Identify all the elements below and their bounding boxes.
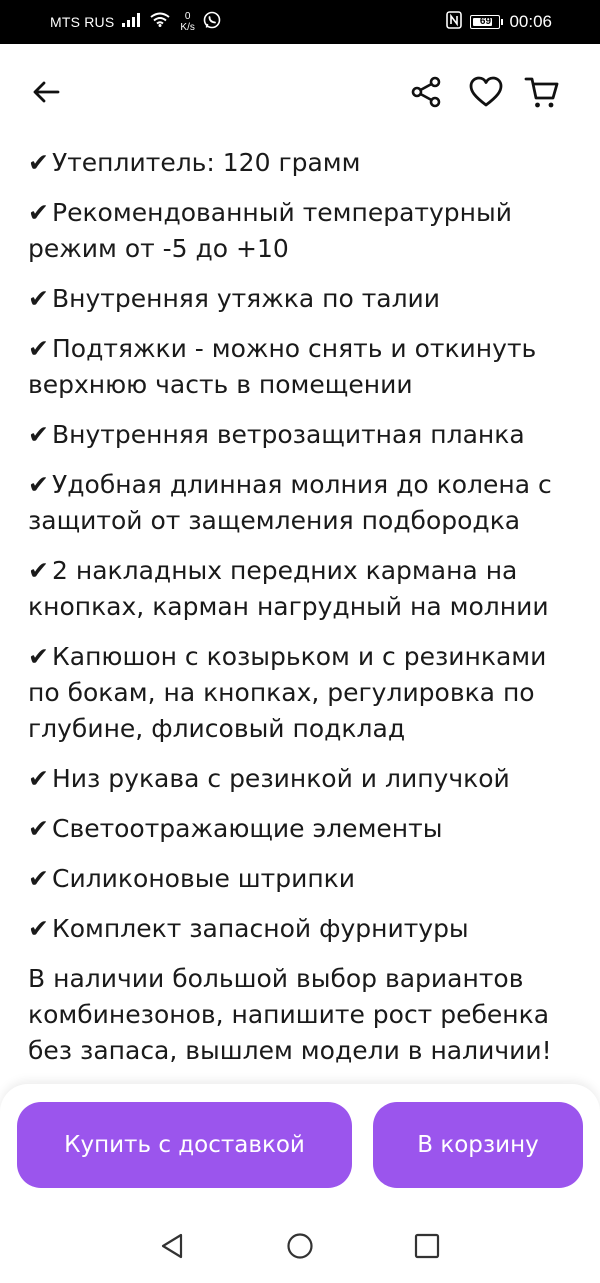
- nav-back-button[interactable]: [154, 1228, 190, 1264]
- description-bullet: [28, 331, 578, 403]
- nav-home-button[interactable]: [282, 1228, 318, 1264]
- check-icon: ✔: [28, 642, 49, 671]
- nfc-icon: [446, 11, 462, 34]
- check-icon: ✔: [28, 420, 49, 449]
- status-right: [446, 0, 552, 44]
- add-to-cart-button[interactable]: В корзину: [373, 1102, 583, 1188]
- check-icon: ✔: [28, 284, 49, 313]
- description-bullet: [28, 195, 578, 267]
- bullet-text: Низ рукава с резинкой и липучкой: [52, 764, 510, 793]
- cart-button[interactable]: [520, 70, 564, 114]
- wifi-icon: [150, 12, 170, 32]
- bullet-text: Внутренняя утяжка по талии: [52, 284, 441, 313]
- whatsapp-icon: [203, 11, 221, 34]
- speed-value: 0: [184, 11, 191, 22]
- status-bar: [0, 0, 600, 44]
- system-nav-bar: [0, 1209, 600, 1283]
- favorite-button[interactable]: [464, 70, 508, 114]
- action-panel: [0, 1084, 600, 1209]
- check-icon: ✔: [28, 864, 49, 893]
- cart-icon: [524, 74, 560, 110]
- bullet-text: Подтяжки - можно снять и откинуть верхнюю часть в помещении: [28, 334, 537, 399]
- description-bullet: [28, 553, 578, 625]
- back-button[interactable]: [24, 70, 68, 114]
- battery-level: 69: [479, 16, 492, 27]
- description-bullet: [28, 639, 578, 747]
- check-icon: ✔: [28, 198, 49, 227]
- description-bullet: [28, 861, 578, 897]
- bullet-text: 2 накладных передних кармана на кнопках, карман нагрудный на молнии: [28, 556, 549, 621]
- check-icon: ✔: [28, 470, 49, 499]
- description-bullet: [28, 761, 578, 797]
- bullet-text: Внутренняя ветрозащитная планка: [52, 420, 525, 449]
- share-icon: [409, 75, 443, 109]
- nav-recent-icon: [414, 1233, 440, 1259]
- description-closing: В наличии большой выбор вариантов комбинезонов, напишите рост ребенка без запаса, вышлем модели в наличии!: [28, 964, 552, 1065]
- signal-icon: [122, 13, 142, 32]
- description-bullet: [28, 467, 578, 539]
- bullet-text: Светоотражающие элементы: [52, 814, 443, 843]
- check-icon: ✔: [28, 334, 49, 363]
- bullet-text: Рекомендованный температурный режим от -5 до +10: [28, 198, 512, 263]
- description-bullet: [28, 145, 578, 181]
- battery-tip: [501, 19, 503, 25]
- check-icon: ✔: [28, 764, 49, 793]
- description-bullet: [28, 911, 578, 947]
- check-icon: ✔: [28, 914, 49, 943]
- product-description: [28, 145, 578, 1069]
- back-arrow-icon: [30, 76, 62, 108]
- app-header: [0, 44, 600, 140]
- bullet-text: Капюшон с козырьком и с резинками по бокам, на кнопках, регулировка по глубине, флисовый подклад: [28, 642, 547, 743]
- network-speed: [180, 11, 194, 33]
- clock: 00:06: [509, 12, 552, 31]
- check-icon: ✔: [28, 148, 49, 177]
- bullet-text: Комплект запасной фурнитуры: [52, 914, 469, 943]
- buy-with-delivery-button[interactable]: Купить с доставкой: [17, 1102, 352, 1188]
- status-left: [50, 0, 221, 44]
- battery-icon: [470, 15, 500, 29]
- bullet-text: Утеплитель: 120 грамм: [52, 148, 361, 177]
- nav-recent-button[interactable]: [409, 1228, 445, 1264]
- bullet-text: Силиконовые штрипки: [52, 864, 356, 893]
- nav-home-icon: [286, 1232, 314, 1260]
- speed-unit: K/s: [180, 22, 195, 33]
- check-icon: ✔: [28, 556, 49, 585]
- check-icon: ✔: [28, 814, 49, 843]
- bullet-text: Удобная длинная молния до колена с защитой от защемления подбородка: [28, 470, 552, 535]
- description-bullet: [28, 811, 578, 847]
- share-button[interactable]: [404, 70, 448, 114]
- heart-icon: [468, 75, 504, 109]
- carrier-name: MTS RUS: [50, 14, 115, 30]
- description-bullet: [28, 281, 578, 317]
- description-bullet: [28, 417, 578, 453]
- nav-back-icon: [159, 1232, 185, 1260]
